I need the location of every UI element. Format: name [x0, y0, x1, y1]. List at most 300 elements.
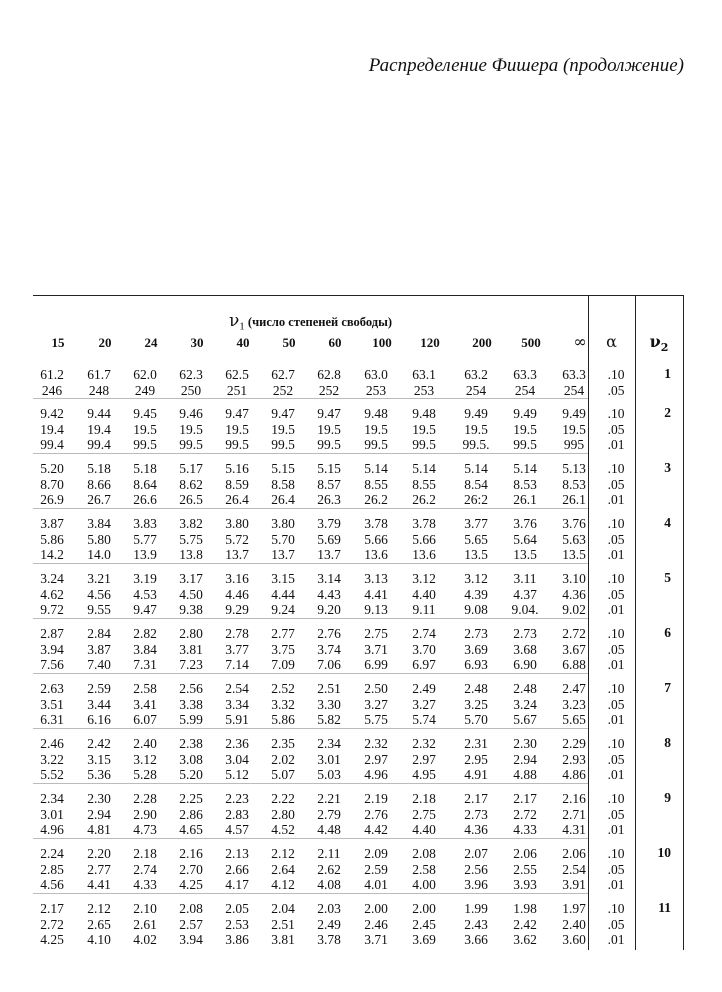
f-value-cell: 99.5	[364, 437, 388, 452]
nu2-value: 11	[658, 900, 671, 915]
f-value-cell: 4.53	[133, 586, 157, 602]
alpha-cell: .01	[607, 822, 625, 837]
f-value-cell: 2.65	[87, 916, 111, 932]
f-value-cell: 61.2	[40, 367, 64, 382]
alpha-cell: .01	[607, 712, 625, 727]
f-value-cell: 26.1	[562, 492, 586, 507]
f-value-cell: 4.41	[87, 877, 111, 892]
f-value-cell: 3.66	[464, 932, 488, 947]
nu2-value: 3	[664, 460, 671, 475]
f-value-cell: 2.06	[562, 846, 586, 861]
f-value-cell: 4.56	[87, 586, 111, 602]
f-value-cell: 9.48	[412, 406, 436, 421]
f-value-cell: 3.69	[412, 932, 436, 947]
f-value-cell: 5.14	[513, 461, 537, 476]
f-value-cell: 3.80	[271, 516, 295, 531]
block-separator	[33, 728, 588, 729]
alpha-cell: .01	[607, 877, 625, 892]
f-value-cell: 63.3	[562, 367, 586, 382]
f-value-cell: 26.4	[225, 492, 249, 507]
alpha-cell: .05	[607, 916, 625, 932]
f-value-cell: 2.17	[513, 791, 537, 806]
f-value-cell: 5.80	[87, 531, 111, 547]
alpha-cell: .05	[607, 421, 625, 437]
f-value-cell: 2.71	[562, 806, 586, 822]
f-value-cell: 3.76	[513, 516, 537, 531]
table-top-rule	[33, 295, 684, 296]
f-value-cell: 4.88	[513, 767, 537, 782]
f-value-cell: 4.39	[464, 586, 488, 602]
f-value-cell: 3.30	[317, 696, 341, 712]
f-value-cell: 2.17	[464, 791, 488, 806]
f-value-cell: 2.59	[364, 861, 388, 877]
f-value-cell: 2.56	[179, 681, 203, 696]
f-value-cell: 9.49	[464, 406, 488, 421]
f-value-cell: 2.85	[40, 861, 64, 877]
column-header-1: 15	[51, 335, 65, 350]
alpha-cell: .01	[607, 932, 625, 947]
f-value-cell: 2.12	[271, 846, 295, 861]
column-header-9: 120	[420, 335, 440, 350]
f-value-cell: 6.97	[412, 657, 436, 672]
f-value-cell: 4.81	[87, 822, 111, 837]
f-value-cell: 3.11	[513, 571, 537, 586]
f-value-cell: 19.5	[412, 421, 436, 437]
f-value-cell: 5.65	[562, 712, 586, 727]
f-value-cell: 19.4	[87, 421, 111, 437]
f-value-cell: 7.56	[40, 657, 64, 672]
f-value-cell: 2.80	[271, 806, 295, 822]
f-value-cell: 5.64	[513, 531, 537, 547]
f-value-cell: 9.48	[364, 406, 388, 421]
nu2-value: 2	[664, 405, 671, 420]
f-value-cell: 4.25	[40, 932, 64, 947]
f-value-cell: 3.67	[562, 641, 586, 657]
f-value-cell: 2.52	[271, 681, 295, 696]
alpha-cell: .10	[607, 846, 625, 861]
f-value-cell: 5.70	[464, 712, 488, 727]
f-value-cell: 2.22	[271, 791, 295, 806]
f-value-cell: 4.02	[133, 932, 157, 947]
alpha-header: α	[606, 332, 617, 351]
f-value-cell: 4.01	[364, 877, 388, 892]
f-value-cell: 13.6	[412, 547, 436, 562]
f-value-cell: 3.94	[179, 932, 203, 947]
f-value-cell: 4.08	[317, 877, 341, 892]
f-value-cell: 2.30	[513, 736, 537, 751]
f-value-cell: 4.36	[464, 822, 488, 837]
f-value-cell: 254	[563, 382, 585, 398]
block-separator	[33, 893, 588, 894]
alpha-cell: .01	[607, 437, 625, 452]
f-value-cell: 6.99	[364, 657, 388, 672]
f-value-cell: 3.82	[179, 516, 203, 531]
f-value-cell: 2.31	[464, 736, 488, 751]
f-value-cell: 2.78	[225, 626, 249, 641]
f-value-cell: 4.46	[225, 586, 249, 602]
f-value-cell: 19.5	[317, 421, 341, 437]
f-value-cell: 7.31	[133, 657, 157, 672]
f-value-cell: 4.12	[271, 877, 295, 892]
f-value-cell: 2.64	[271, 861, 295, 877]
f-value-cell: 3.86	[225, 932, 249, 947]
f-value-cell: 2.73	[464, 626, 488, 641]
f-value-cell: 6.31	[40, 712, 64, 727]
f-value-cell: 5.72	[225, 531, 249, 547]
f-value-cell: 2.38	[179, 736, 203, 751]
f-value-cell: 3.68	[513, 641, 537, 657]
f-value-cell: 5.99	[179, 712, 203, 727]
f-value-cell: 8.55	[412, 476, 436, 492]
f-value-cell: 13.6	[364, 547, 388, 562]
f-value-cell: 3.17	[179, 571, 203, 586]
f-value-cell: 5.18	[87, 461, 111, 476]
f-value-cell: 3.01	[317, 751, 341, 767]
f-value-cell: 8.53	[513, 476, 537, 492]
f-value-cell: 3.15	[87, 751, 111, 767]
f-value-cell: 2.49	[412, 681, 436, 696]
f-value-cell: 5.66	[364, 531, 388, 547]
f-value-cell: 4.96	[40, 822, 64, 837]
f-value-cell: 13.9	[133, 547, 157, 562]
f-value-cell: 2.74	[412, 626, 436, 641]
alpha-cell: .05	[607, 751, 625, 767]
f-value-cell: 5.12	[225, 767, 249, 782]
f-value-cell: 6.93	[464, 657, 488, 672]
f-value-cell: 2.51	[271, 916, 295, 932]
f-value-cell: 5.15	[271, 461, 295, 476]
column-header-3: 24	[144, 335, 158, 350]
f-value-cell: 8.53	[562, 476, 586, 492]
alpha-cell: .10	[607, 406, 625, 421]
f-value-cell: 3.27	[364, 696, 388, 712]
f-value-cell: 99.5	[271, 437, 295, 452]
f-value-cell: 2.76	[317, 626, 341, 641]
f-value-cell: 3.77	[464, 516, 488, 531]
table-right-rule	[683, 295, 684, 950]
f-value-cell: 2.94	[87, 806, 111, 822]
f-value-cell: 26.1	[513, 492, 537, 507]
f-value-cell: 3.76	[562, 516, 586, 531]
f-value-cell: 99.5	[317, 437, 341, 452]
alpha-cell: .05	[607, 696, 625, 712]
f-value-cell: 2.34	[40, 791, 64, 806]
f-value-cell: 3.74	[317, 641, 341, 657]
f-value-cell: 9.24	[271, 602, 295, 617]
f-value-cell: 3.19	[133, 571, 157, 586]
f-value-cell: 248	[88, 382, 110, 398]
block-separator	[33, 673, 588, 674]
f-value-cell: 4.48	[317, 822, 341, 837]
f-value-cell: 3.96	[464, 877, 488, 892]
nu2-symbol: ν	[649, 332, 661, 351]
f-value-cell: 2.46	[40, 736, 64, 751]
f-value-cell: 2.03	[317, 901, 341, 916]
f-value-cell: 26.3	[317, 492, 341, 507]
f-value-cell: 2.97	[364, 751, 388, 767]
f-value-cell: 13.7	[225, 547, 249, 562]
f-value-cell: 5.66	[412, 531, 436, 547]
f-value-cell: 2.13	[225, 846, 249, 861]
column-header-11: 500	[521, 335, 541, 350]
f-value-cell: 2.02	[271, 751, 295, 767]
f-value-cell: 2.50	[364, 681, 388, 696]
f-value-cell: 99.4	[87, 437, 111, 452]
f-value-cell: 5.70	[271, 531, 295, 547]
f-value-cell: 6.88	[562, 657, 586, 672]
f-value-cell: 3.24	[513, 696, 537, 712]
alpha-cell: .05	[607, 586, 625, 602]
f-value-cell: 26.2	[412, 492, 436, 507]
f-value-cell: 2.58	[412, 861, 436, 877]
f-value-cell: 3.87	[87, 641, 111, 657]
f-value-cell: 2.47	[562, 681, 586, 696]
f-value-cell: 250	[180, 382, 202, 398]
f-value-cell: 99.5	[412, 437, 436, 452]
f-value-cell: 5.91	[225, 712, 249, 727]
f-value-cell: 3.12	[412, 571, 436, 586]
alpha-cell: .01	[607, 657, 625, 672]
column-header-2: 20	[98, 335, 112, 350]
block-separator	[33, 398, 588, 399]
f-value-cell: 19.5	[225, 421, 249, 437]
f-value-cell: 9.13	[364, 602, 388, 617]
f-value-cell: 253	[413, 382, 435, 398]
f-value-cell: 2.84	[87, 626, 111, 641]
column-header-7: 60	[328, 335, 342, 350]
f-value-cell: 5.14	[364, 461, 388, 476]
f-value-cell: 2.73	[464, 806, 488, 822]
f-value-cell: 9.47	[271, 406, 295, 421]
f-value-cell: 3.93	[513, 877, 537, 892]
f-value-cell: 4.50	[179, 586, 203, 602]
f-value-cell: 2.05	[225, 901, 249, 916]
f-value-cell: 3.12	[133, 751, 157, 767]
f-value-cell: 3.51	[40, 696, 64, 712]
f-value-cell: 8.64	[133, 476, 157, 492]
f-value-cell: 2.46	[364, 916, 388, 932]
column-header-5: 40	[236, 335, 250, 350]
f-value-cell: 2.95	[464, 751, 488, 767]
f-value-cell: 4.96	[364, 767, 388, 782]
f-value-cell: 2.30	[87, 791, 111, 806]
f-value-cell: 6.90	[513, 657, 537, 672]
f-value-cell: 26.2	[364, 492, 388, 507]
f-value-cell: 2.23	[225, 791, 249, 806]
f-value-cell: 5.03	[317, 767, 341, 782]
f-value-cell: 2.87	[40, 626, 64, 641]
f-value-cell: 3.78	[364, 516, 388, 531]
f-value-cell: 19.4	[40, 421, 64, 437]
f-value-cell: 2.17	[40, 901, 64, 916]
f-value-cell: 2.32	[364, 736, 388, 751]
f-value-cell: 14.0	[87, 547, 111, 562]
f-value-cell: 254	[465, 382, 487, 398]
f-value-cell: 4.40	[412, 586, 436, 602]
f-value-cell: 3.80	[225, 516, 249, 531]
f-value-cell: 19.5	[364, 421, 388, 437]
f-value-cell: 9.11	[412, 602, 436, 617]
f-value-cell: 8.59	[225, 476, 249, 492]
f-value-cell: 2.51	[317, 681, 341, 696]
f-value-cell: 9.42	[40, 406, 64, 421]
f-value-cell: 2.59	[87, 681, 111, 696]
alpha-cell: .10	[607, 626, 625, 641]
alpha-cell: .05	[607, 641, 625, 657]
f-value-cell: 9.08	[464, 602, 488, 617]
f-value-cell: 99.4	[40, 437, 64, 452]
column-header-4: 30	[190, 335, 204, 350]
f-value-cell: 1.99	[464, 901, 488, 916]
alpha-cell: .10	[607, 571, 625, 586]
f-value-cell: 14.2	[40, 547, 64, 562]
f-value-cell: 2.73	[513, 626, 537, 641]
column-header-12: ∞	[573, 332, 587, 351]
f-value-cell: 19.5	[133, 421, 157, 437]
f-value-cell: 5.77	[133, 531, 157, 547]
f-value-cell: 4.10	[87, 932, 111, 947]
f-value-cell: 5.74	[412, 712, 436, 727]
f-value-cell: 1.97	[562, 901, 586, 916]
f-value-cell: 63.2	[464, 367, 488, 382]
column-header-10: 200	[472, 335, 492, 350]
f-value-cell: 3.71	[364, 641, 388, 657]
f-value-cell: 5.18	[133, 461, 157, 476]
f-value-cell: 5.36	[87, 767, 111, 782]
f-value-cell: 246	[41, 382, 63, 398]
f-value-cell: 5.86	[40, 531, 64, 547]
f-value-cell: 2.72	[40, 916, 64, 932]
f-value-cell: 3.38	[179, 696, 203, 712]
f-value-cell: 3.60	[562, 932, 586, 947]
f-value-cell: 2.36	[225, 736, 249, 751]
f-value-cell: 13.7	[271, 547, 295, 562]
f-value-cell: 2.21	[317, 791, 341, 806]
f-value-cell: 2.75	[364, 626, 388, 641]
f-value-cell: 2.40	[562, 916, 586, 932]
f-value-cell: 62.3	[179, 367, 203, 382]
f-value-cell: 8.70	[40, 476, 64, 492]
f-value-cell: 2.77	[271, 626, 295, 641]
f-value-cell: 5.28	[133, 767, 157, 782]
f-value-cell: 2.11	[317, 846, 341, 861]
nu2-value: 9	[664, 790, 671, 805]
alpha-cell: .05	[607, 382, 625, 398]
f-value-cell: 249	[134, 382, 156, 398]
f-value-cell: 5.15	[317, 461, 341, 476]
f-value-cell: 252	[272, 382, 294, 398]
f-value-cell: 2.79	[317, 806, 341, 822]
f-value-cell: 5.65	[464, 531, 488, 547]
alpha-cell: .10	[607, 461, 625, 476]
f-value-cell: 4.42	[364, 822, 388, 837]
f-value-cell: 62.8	[317, 367, 341, 382]
f-value-cell: 99.5	[513, 437, 537, 452]
f-value-cell: 4.37	[513, 586, 537, 602]
f-value-cell: 3.81	[179, 641, 203, 657]
f-value-cell: 3.81	[271, 932, 295, 947]
f-value-cell: 2.08	[179, 901, 203, 916]
f-value-cell: 2.00	[364, 901, 388, 916]
f-value-cell: 2.66	[225, 861, 249, 877]
f-value-cell: 26.7	[87, 492, 111, 507]
nu1-subscript: 1	[239, 320, 245, 333]
f-value-cell: 3.25	[464, 696, 488, 712]
f-value-cell: 3.16	[225, 571, 249, 586]
block-separator	[33, 618, 588, 619]
f-value-cell: 2.00	[412, 901, 436, 916]
nu2-value: 4	[664, 515, 671, 530]
f-value-cell: 19.5	[464, 421, 488, 437]
nu2-value: 5	[664, 570, 671, 585]
f-value-cell: 5.75	[364, 712, 388, 727]
f-value-cell: 61.7	[87, 367, 111, 382]
f-value-cell: 3.94	[40, 641, 64, 657]
f-value-cell: 5.67	[513, 712, 537, 727]
f-value-cell: 4.17	[225, 877, 249, 892]
alpha-cell: .05	[607, 806, 625, 822]
f-value-cell: 2.08	[412, 846, 436, 861]
f-value-cell: 2.72	[562, 626, 586, 641]
f-value-cell: 9.47	[133, 602, 157, 617]
alpha-cell: .01	[607, 602, 625, 617]
f-value-cell: 4.41	[364, 586, 388, 602]
f-value-cell: 1.98	[513, 901, 537, 916]
f-value-cell: 13.5	[464, 547, 488, 562]
f-value-cell: 2.86	[179, 806, 203, 822]
f-value-cell: 3.41	[133, 696, 157, 712]
f-value-cell: 9.47	[317, 406, 341, 421]
nu1-caption: (число степеней свободы)	[247, 315, 393, 329]
f-value-cell: 2.62	[317, 861, 341, 877]
alpha-cell: .01	[607, 767, 625, 782]
f-value-cell: 2.77	[87, 861, 111, 877]
f-value-cell: 13.8	[179, 547, 203, 562]
f-value-cell: 251	[226, 382, 248, 398]
f-value-cell: 2.16	[179, 846, 203, 861]
f-value-cell: 2.55	[513, 861, 537, 877]
f-value-cell: 99.5	[179, 437, 203, 452]
f-value-cell: 2.32	[412, 736, 436, 751]
f-value-cell: 2.54	[562, 861, 586, 877]
f-value-cell: 2.43	[464, 916, 488, 932]
f-value-cell: 3.23	[562, 696, 586, 712]
f-value-cell: 3.15	[271, 571, 295, 586]
f-value-cell: 2.34	[317, 736, 341, 751]
f-value-cell: 2.56	[464, 861, 488, 877]
f-value-cell: 3.83	[133, 516, 157, 531]
column-header-8: 100	[372, 335, 392, 350]
f-value-cell: 9.45	[133, 406, 157, 421]
alpha-cell: .10	[607, 901, 625, 916]
f-value-cell: 2.49	[317, 916, 341, 932]
nu2-value: 7	[664, 680, 671, 695]
page-title: Распределение Фишера (продолжение)	[368, 55, 684, 76]
f-value-cell: 2.90	[133, 806, 157, 822]
f-value-cell: 2.93	[562, 751, 586, 767]
f-value-cell: 2.58	[133, 681, 157, 696]
f-value-cell: 5.69	[317, 531, 341, 547]
f-value-cell: 3.08	[179, 751, 203, 767]
f-value-cell: 2.61	[133, 916, 157, 932]
nu2-subscript: 2	[660, 341, 669, 355]
f-value-cell: 5.82	[317, 712, 341, 727]
f-value-cell: 2.18	[133, 846, 157, 861]
f-value-cell: 19.5	[562, 421, 586, 437]
f-value-cell: 2.83	[225, 806, 249, 822]
f-value-cell: 5.16	[225, 461, 249, 476]
f-value-cell: 7.40	[87, 657, 111, 672]
